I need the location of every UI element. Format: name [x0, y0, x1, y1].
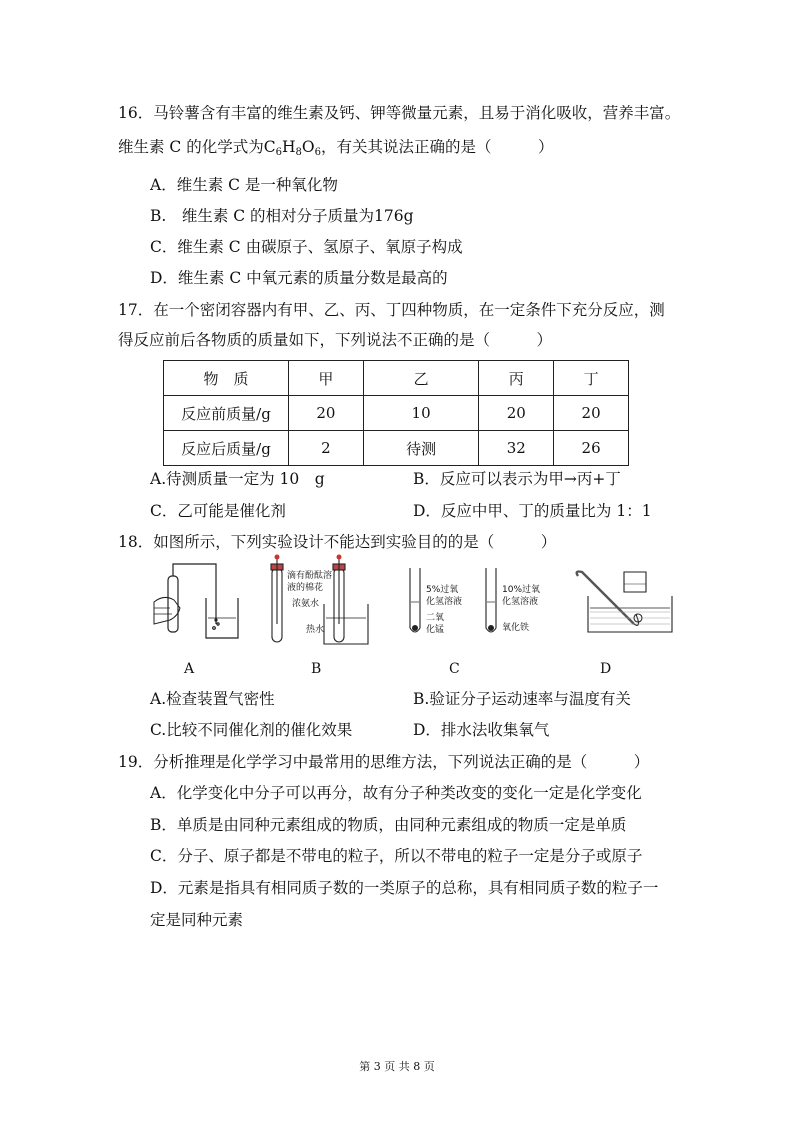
table-cell: 反应后质量/g: [164, 431, 289, 466]
figure-a-apparatus: [130, 558, 250, 648]
table-cell: 20: [289, 396, 364, 431]
table-header-cell: 乙: [363, 361, 479, 396]
q16-option-c: C．维生素 C 由碳原子、氢原子、氧原子构成: [150, 238, 463, 256]
figure-b-apparatus: [262, 554, 380, 650]
table-header-cell: 丁: [554, 361, 629, 396]
figure-b-label-cotton: 液的棉花: [287, 583, 324, 593]
table-header-cell: 甲: [289, 361, 364, 396]
table-cell: 2: [289, 431, 364, 466]
table-header-row: [164, 361, 629, 396]
q17-data-table: [163, 360, 629, 466]
q17-stem-line1: 17．在一个密闭容器内有甲、乙、丙、丁四种物质，在一定条件下充分反应，测: [118, 301, 665, 319]
figure-c-label: C: [449, 661, 460, 677]
figure-c-label-solution-2: 化氢溶液: [502, 597, 539, 607]
table-cell: 20: [479, 396, 554, 431]
table-header-cell: 物 质: [164, 361, 289, 396]
page-number: 第 3 页 共 8 页: [359, 1060, 435, 1073]
figure-d-label: D: [600, 661, 612, 677]
q16-option-d: D．维生素 C 中氧元素的质量分数是最高的: [150, 269, 448, 287]
q17-stem-line2: 得反应前后各物质的质量如下，下列说法不正确的是（ ）: [118, 331, 553, 349]
figure-c-label-solution-1: 化氢溶液: [426, 597, 463, 607]
q18-option-c: C.比较不同催化剂的催化效果: [150, 721, 353, 739]
q19-option-a: A．化学变化中分子可以再分，故有分子种类改变的变化一定是化学变化: [150, 784, 642, 802]
q16-formula: $C_6H_8O_6$: [263, 138, 321, 158]
q17-option-c: C．乙可能是催化剂: [150, 502, 286, 520]
q19-option-c: C．分子、原子都是不带电的粒子，所以不带电的粒子一定是分子或原子: [150, 847, 643, 865]
figure-b-label-hot-water: 热水: [306, 625, 325, 635]
table-cell: 10: [363, 396, 479, 431]
figure-c-label-mno2-2: 化锰: [426, 625, 445, 635]
q19-option-d-continued: 定是同种元素: [150, 911, 244, 929]
table-header-cell: 丙: [479, 361, 554, 396]
table-cell: 32: [479, 431, 554, 466]
figure-b-label-indicator: 滴有酚酞溶: [287, 571, 333, 581]
figure-a-label: A: [184, 661, 195, 677]
table-cell: 20: [554, 396, 629, 431]
figure-b-label: B: [311, 661, 322, 677]
figure-d-apparatus: [572, 566, 676, 642]
q18-option-b: B.验证分子运动速率与温度有关: [413, 690, 631, 708]
q18-option-a: A.检查装置气密性: [150, 690, 275, 708]
q16-stem-pre: 维生素 C 的化学式为: [118, 138, 264, 156]
figure-c-label-h2o2-10: 10%过氧: [502, 585, 541, 595]
q16-option-a: A．维生素 C 是一种氧化物: [150, 176, 338, 194]
q16-stem-line2: [118, 137, 553, 163]
figure-c-label-mno2-1: 二氧: [426, 613, 445, 623]
figure-c-label-h2o2-5: 5%过氧: [426, 585, 459, 595]
table-cell: 26: [554, 431, 629, 466]
table-cell: 反应前质量/g: [164, 396, 289, 431]
figure-c-apparatus: [404, 562, 554, 642]
table-row: [164, 431, 629, 466]
q18-option-d: D．排水法收集氧气: [413, 721, 550, 739]
q16-stem-post: ，有关其说法正确的是（ ）: [320, 138, 554, 156]
q16-option-b: B. 维生素 C 的相对分子质量为176g: [150, 207, 414, 225]
q17-option-d: D．反应中甲、丁的质量比为 1：1: [413, 502, 652, 520]
q19-stem: 19．分析推理是化学学习中最常用的思维方法，下列说法正确的是（ ）: [118, 753, 650, 771]
q18-stem: 18．如图所示，下列实验设计不能达到实验目的的是（ ）: [118, 533, 557, 551]
q16-stem-line1: 16．马铃薯含有丰富的维生素及钙、钾等微量元素，且易于消化吸收，营养丰富。: [118, 104, 681, 122]
table-cell: 待测: [363, 431, 479, 466]
table-row: [164, 396, 629, 431]
q17-option-b: B．反应可以表示为甲→丙+丁: [413, 470, 621, 488]
figure-c-label-fe-oxide: 氧化铁: [502, 623, 530, 633]
figure-b-label-ammonia: 浓氨水: [292, 599, 320, 609]
q19-option-d: D．元素是指具有相同质子数的一类原子的总称，具有相同质子数的粒子一: [150, 879, 659, 897]
q19-option-b: B．单质是由同种元素组成的物质，由同种元素组成的物质一定是单质: [150, 816, 627, 834]
q17-option-a: A.待测质量一定为 10 g: [150, 470, 325, 488]
